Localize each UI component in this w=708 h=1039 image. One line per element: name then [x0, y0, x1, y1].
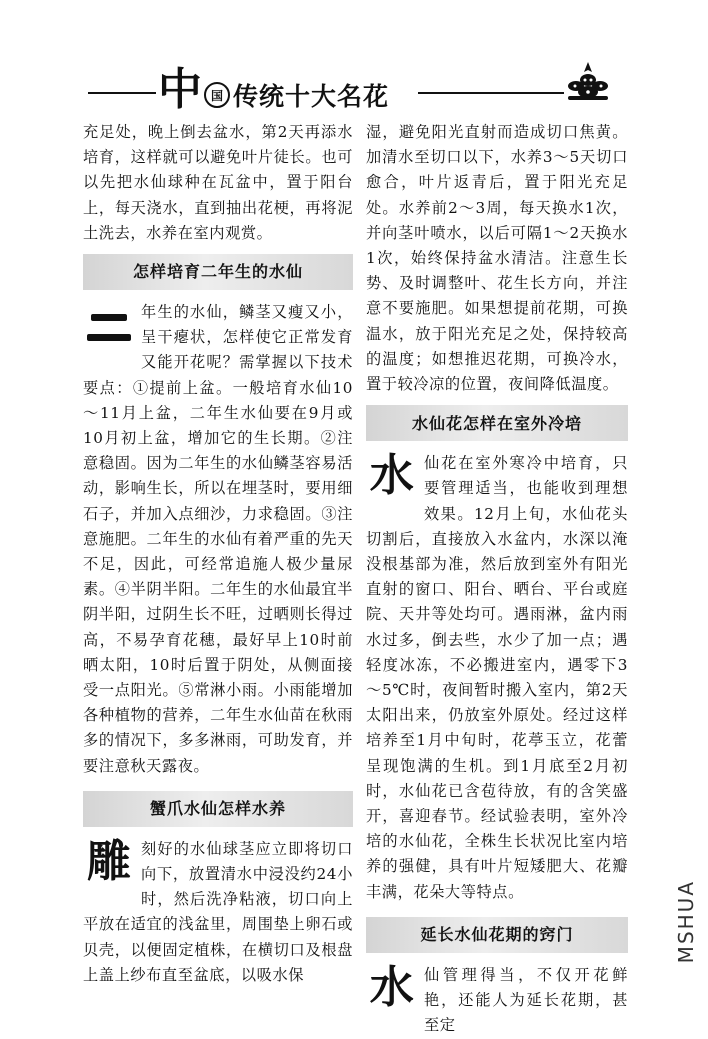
- title-text: 传统十大名花: [233, 82, 390, 111]
- section-text: 仙花在室外寒冷中培育，只要管理适当，也能收到理想效果。12月上旬，水仙花头切割后，直接放入水盆内，水深以淹没根基部为准，然后放到室外有阳光直射的窗口、阳台、晒台、平台或庭院、天井等处均可。遇雨淋，盆内雨水过多，倒去些，水少了加一点；遇轻度冰冻，不必搬进室内，遇零下3～5℃时，夜间暂时搬入室内，第2天太阳出来，仍放室外原处。经过这样培养至1月中旬时，花葶玉立，花蕾呈现饱满的生机。到1月底至2月初时，水仙花已含苞待放，有的含笑盛开，喜迎春节。经试验表明，室外冷培的水仙花，全株生长状况比室内培养的强健，具有叶片短矮肥大、花瓣丰满，花朵大等特点。: [366, 454, 628, 901]
- drop-cap: 水: [369, 450, 415, 502]
- section-body: [83, 300, 353, 779]
- section-heading: 延长水仙花期的窍门: [366, 917, 628, 953]
- watermark: MSHUA: [674, 880, 698, 964]
- drop-cap: 雕: [86, 835, 132, 887]
- paragraph-continued: 湿，避免阳光直射而造成切口焦黄。加清水至切口以下，水养3～5天切口愈合，叶片返青后，置于阳光充足处。水养前2～3周，每天换水1次，并向茎叶喷水，以后可隔1～2天换水1次，始终保持盆水清洁。注意生长势、及时调整叶、花生长方向，并注意不要施肥。如果想提前花期，可换温水，放于阳光充足之处，保持较高的温度；如想推迟花期，可换冷水，置于较冷凉的位置，夜间降低温度。: [366, 123, 628, 394]
- section-text: 仙管理得当，不仅开花鲜艳，还能人为延长花期，甚至定: [424, 965, 628, 1035]
- page-header: [88, 60, 628, 116]
- section-body: [83, 837, 353, 988]
- title-seal-char: 国: [204, 82, 230, 108]
- section-body: [366, 451, 628, 905]
- title-big-char: 中: [158, 64, 202, 115]
- header-rule-right: [418, 92, 564, 94]
- section-text: 刻好的水仙球茎应立即将切口向下，放置清水中浸没约24小时，然后洗净粘液，切口向上平放在适宜的浅盆里，周围垫上卵石或贝壳，以便固定植株，在横切口及根盘上盖上纱布直至盆底，以吸水保: [83, 839, 353, 984]
- flower-ornament-icon: [566, 60, 610, 106]
- right-column: [366, 120, 628, 1039]
- left-column: [83, 120, 353, 988]
- header-rule-left: [88, 92, 156, 94]
- drop-cap: 水: [369, 961, 415, 1013]
- section-text: 年生的水仙，鳞茎又瘦又小，呈干瘪状，怎样使它正常发育又能开花呢？需掌握以下技术要点：①提前上盆。一般培育水仙10～11月上盆，二年生水仙要在9月或10月初上盆，增加它的生长期。②注意稳固。因为二年生的水仙鳞茎容易活动，影响生长，所以在埋茎时，要用细石子，并加入点细沙，力求稳固。③注意施肥。二年生的水仙有着严重的先天不足，因此，可经常追施人极少量尿素。④半阴半阳。二年生的水仙最宜半阴半阳，过阴生长不旺，过晒则长得过高，不易孕育花穗，最好早上10时前晒太阳，10时后置于阴处，从侧面接受一点阳光。⑤常淋小雨。小雨能增加各种植物的营养，二年生水仙苗在秋雨多的情况下，多多淋雨，可助发育，并要注意秋天露夜。: [83, 303, 353, 775]
- section-heading: 蟹爪水仙怎样水养: [83, 791, 353, 827]
- page-title: [158, 62, 390, 115]
- paragraph-continued: 充足处，晚上倒去盆水，第2天再添水培育，这样就可以避免叶片徒长。也可以先把水仙球种在瓦盆中，置于阳台上，每天浇水，直到抽出花梗，再将泥土洗去，水养在室内观赏。: [83, 123, 353, 242]
- section-heading: 怎样培育二年生的水仙: [83, 254, 353, 290]
- drop-cap-er-glyph: [83, 302, 135, 352]
- section-heading: 水仙花怎样在室外冷培: [366, 405, 628, 441]
